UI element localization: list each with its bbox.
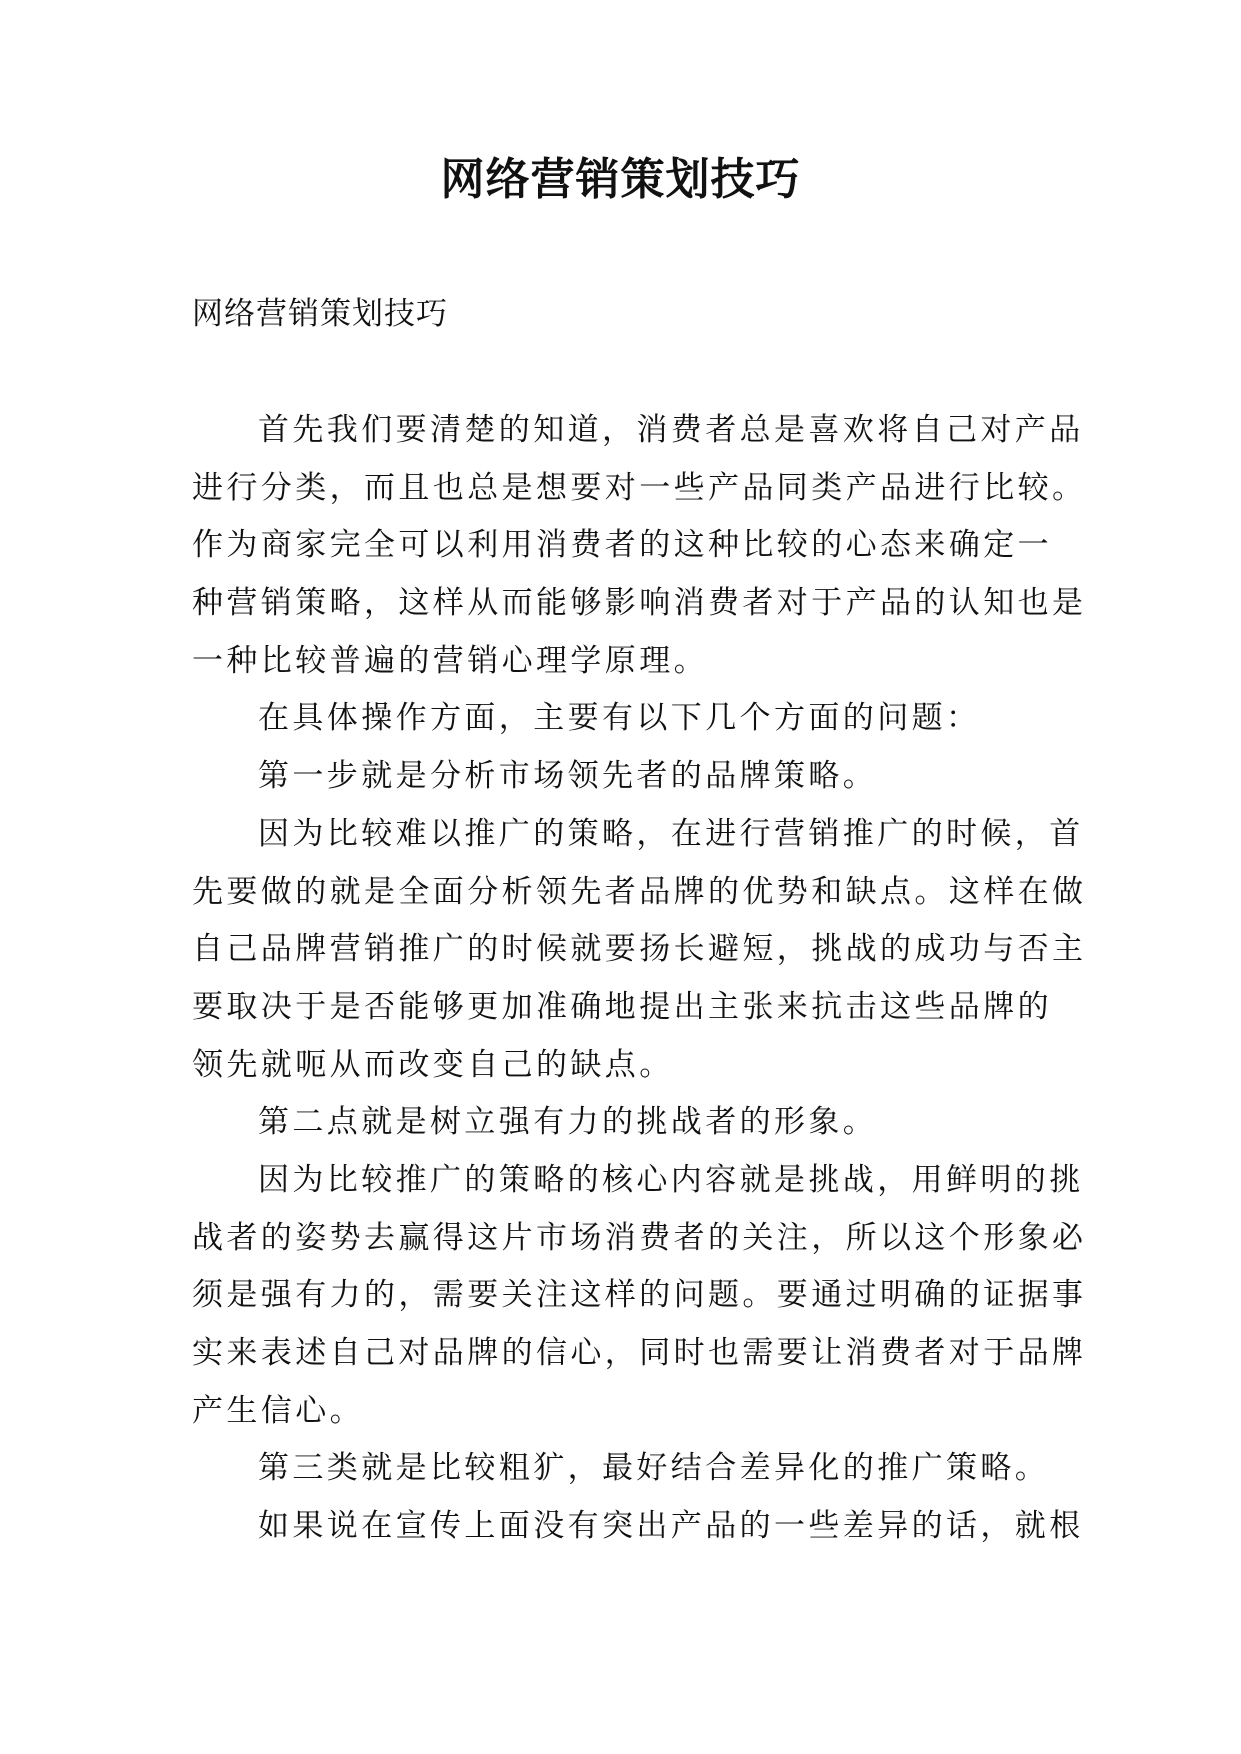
body-text-line: 在具体操作方面，主要有以下几个方面的问题： <box>258 700 981 737</box>
body-text-line: 产生信心。 <box>192 1392 364 1429</box>
document-body <box>192 402 1212 1556</box>
body-text-line: 第一步就是分析市场领先者的品牌策略。 <box>258 758 878 795</box>
body-text-line: 第二点就是树立强有力的挑战者的形象。 <box>258 1104 878 1141</box>
body-text-line: 因为比较推广的策略的核心内容就是挑战，用鲜明的挑 <box>258 1161 1084 1198</box>
document-title: 网络营销策划技巧 <box>440 154 801 205</box>
body-text-line: 作为商家完全可以利用消费者的这种比较的心态来确定一 <box>192 527 1052 564</box>
body-text-line: 战者的姿势去赢得这片市场消费者的关注，所以这个形象必 <box>192 1219 1087 1256</box>
body-text-line: 须是强有力的，需要关注这样的问题。要通过明确的证据事 <box>192 1277 1087 1314</box>
body-text-line: 因为比较难以推广的策略，在进行营销推广的时候，首 <box>258 815 1084 852</box>
body-text-line: 进行分类，而且也总是想要对一些产品同类产品进行比较。 <box>192 469 1087 506</box>
body-text-line: 先要做的就是全面分析领先者品牌的优势和缺点。这样在做 <box>192 873 1087 910</box>
body-text-line: 首先我们要清楚的知道，消费者总是喜欢将自己对产品 <box>258 412 1084 448</box>
body-text-line: 自己品牌营销推广的时候就要扬长避短，挑战的成功与否主 <box>192 931 1087 968</box>
body-text-line: 种营销策略，这样从而能够影响消费者对于产品的认知也是 <box>192 585 1087 622</box>
body-text-line: 第三类就是比较粗犷，最好结合差异化的推广策略。 <box>258 1450 1050 1487</box>
body-text-line: 领先就呃从而改变自己的缺点。 <box>192 1046 674 1083</box>
body-text-line: 要取决于是否能够更加准确地提出主张来抗击这些品牌的 <box>192 988 1052 1025</box>
body-text-line: 如果说在宣传上面没有突出产品的一些差异的话，就根 <box>258 1508 1084 1545</box>
body-text-line: 实来表述自己对品牌的信心，同时也需要让消费者对于品牌 <box>192 1335 1087 1371</box>
body-text-line: 一种比较普遍的营销心理学原理。 <box>192 642 708 679</box>
document-subtitle: 网络营销策划技巧 <box>192 296 448 332</box>
